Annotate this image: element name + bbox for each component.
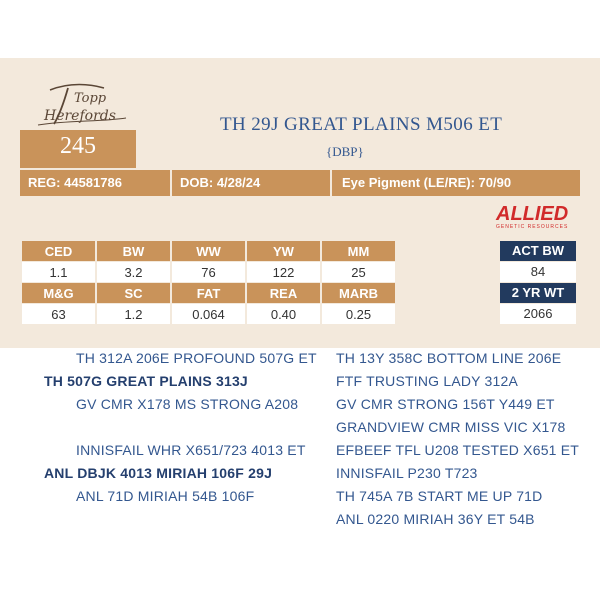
pedigree-sire: TH 507G GREAT PLAINS 313J (44, 373, 248, 389)
epd-value-ced: 1.1 (22, 262, 95, 282)
epd-value-sc: 1.2 (97, 304, 170, 324)
pedigree-sire-sire: TH 312A 206E PROFOUND 507G ET (76, 350, 317, 366)
logo-line1: Topp (74, 91, 107, 106)
animal-suffix: {DBP} (326, 144, 364, 159)
act-bw-value: 84 (500, 262, 576, 282)
topp-herefords-logo (30, 80, 130, 130)
epd-header-row (22, 283, 395, 303)
info-divider (170, 170, 172, 196)
epd-value-row (22, 262, 395, 282)
epd-table (20, 240, 397, 325)
pedigree-ancestor: TH 745A 7B START ME UP 71D (336, 488, 543, 504)
epd-header-ww: WW (172, 241, 245, 261)
date-of-birth: DOB: 4/28/24 (180, 175, 261, 190)
pedigree-ancestor: GV CMR STRONG 156T Y449 ET (336, 396, 555, 412)
pedigree-ancestor: EFBEEF TFL U208 TESTED X651 ET (336, 442, 580, 458)
act-bw-label: ACT BW (500, 241, 576, 261)
eye-pigment: Eye Pigment (LE/RE): 70/90 (342, 175, 512, 190)
animal-name: TH 29J GREAT PLAINS M506 ET (220, 114, 503, 135)
epd-value-mg: 63 (22, 304, 95, 324)
lot-number: 245 (60, 133, 96, 159)
epd-value-bw: 3.2 (97, 262, 170, 282)
epd-value-fat: 0.064 (172, 304, 245, 324)
pedigree-ancestor: INNISFAIL P230 T723 (336, 465, 478, 481)
epd-header-yw: YW (247, 241, 320, 261)
epd-value-yw: 122 (247, 262, 320, 282)
two-yr-wt-value: 2066 (500, 304, 576, 324)
pedigree-dam-sire: INNISFAIL WHR X651/723 4013 ET (76, 442, 306, 458)
pedigree-dam: ANL DBJK 4013 MIRIAH 106F 29J (44, 465, 273, 481)
epd-header-rea: REA (247, 283, 320, 303)
epd-header-mg: M&G (22, 283, 95, 303)
two-yr-wt-label: 2 YR WT (500, 283, 576, 303)
epd-header-bw: BW (97, 241, 170, 261)
pedigree-dam-dam: ANL 71D MIRIAH 54B 106F (76, 488, 255, 504)
epd-header-marb: MARB (322, 283, 395, 303)
pedigree-ancestor: FTF TRUSTING LADY 312A (336, 373, 519, 389)
epd-value-rea: 0.40 (247, 304, 320, 324)
epd-header-fat: FAT (172, 283, 245, 303)
epd-header-mm: MM (322, 241, 395, 261)
logo-line2: Herefords (44, 108, 116, 124)
allied-wordmark: ALLIED (496, 203, 569, 225)
epd-header-row (22, 241, 395, 261)
pedigree-ancestor: TH 13Y 358C BOTTOM LINE 206E (336, 350, 562, 366)
pedigree-ancestor: ANL 0220 MIRIAH 36Y ET 54B (336, 511, 535, 527)
epd-header-sc: SC (97, 283, 170, 303)
epd-value-ww: 76 (172, 262, 245, 282)
epd-header-ced: CED (22, 241, 95, 261)
info-divider (330, 170, 332, 196)
epd-value-mm: 25 (322, 262, 395, 282)
epd-value-marb: 0.25 (322, 304, 395, 324)
pedigree-sire-dam: GV CMR X178 MS STRONG A208 (76, 396, 299, 412)
allied-tagline: GENETIC RESOURCES (496, 224, 569, 230)
registration-number: REG: 44581786 (28, 175, 122, 190)
allied-logo (496, 204, 576, 234)
epd-value-row (22, 304, 395, 324)
pedigree-ancestor: GRANDVIEW CMR MISS VIC X178 (336, 419, 566, 435)
